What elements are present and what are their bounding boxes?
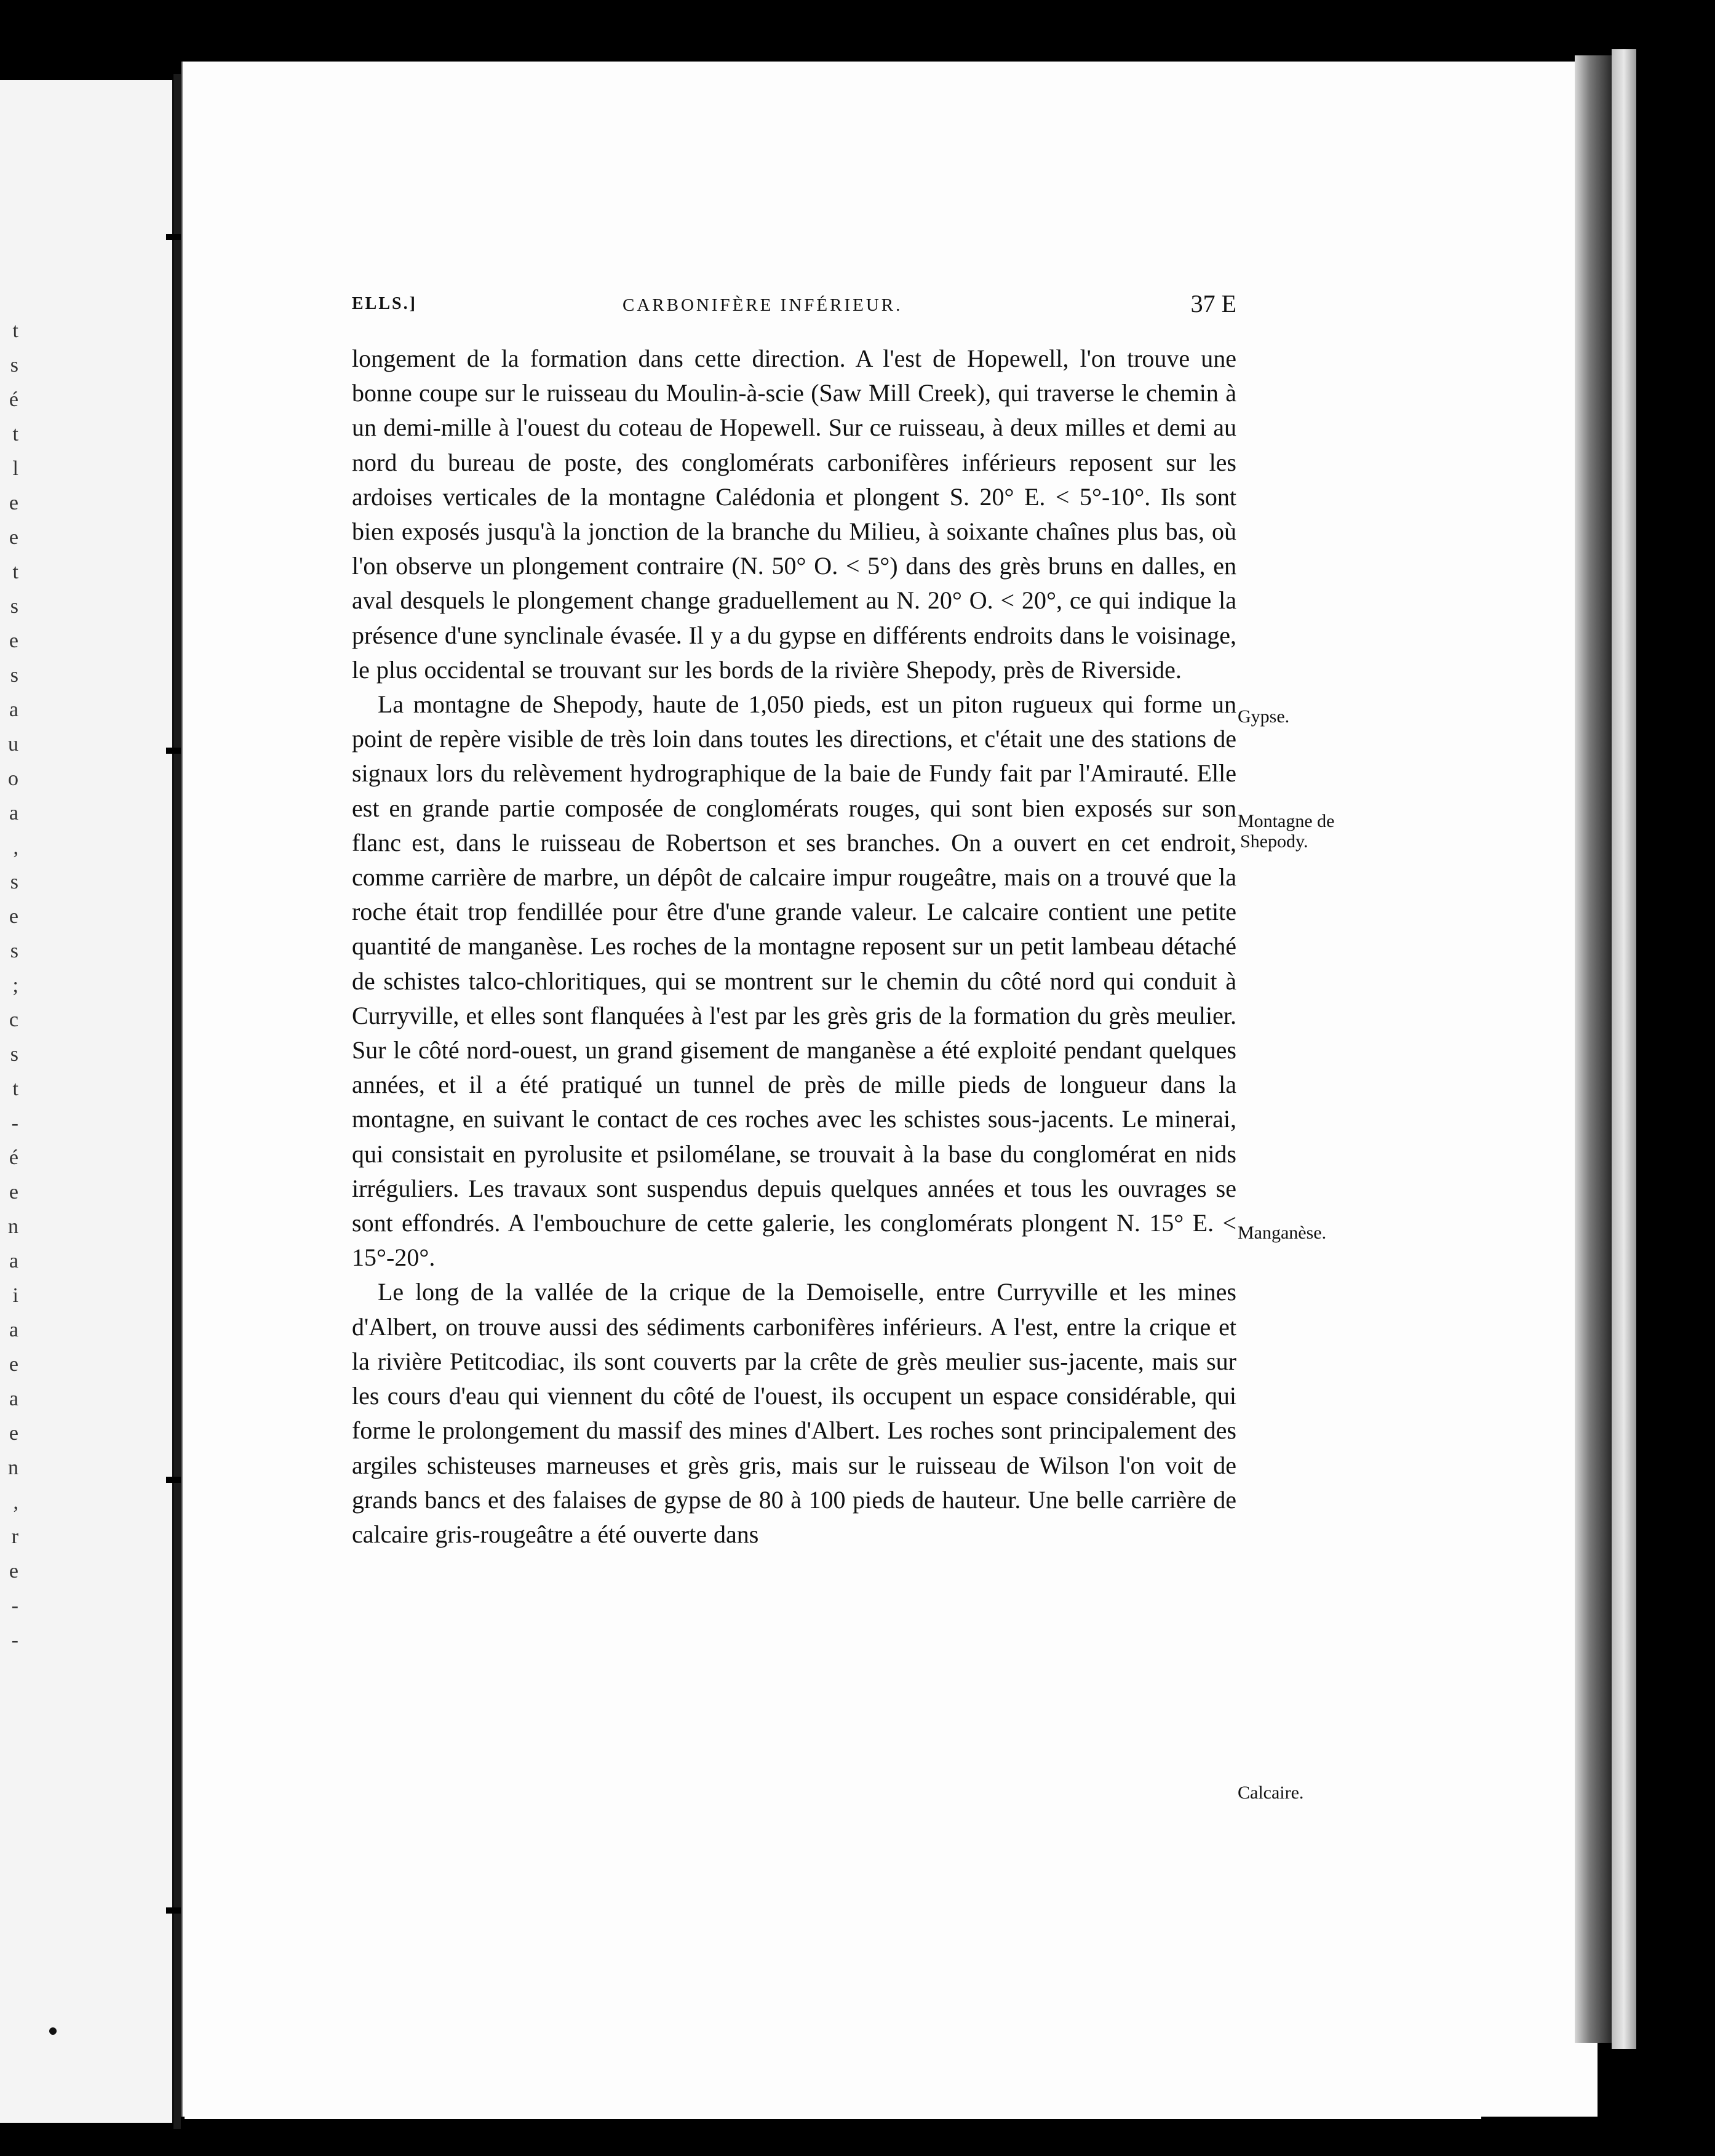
- facing-page-char: t: [12, 1077, 18, 1100]
- book-gutter: [173, 74, 181, 2129]
- paragraph: Le long de la vallée de la crique de la Demoiselle, entre Curryville et les mines d'Albert, on trouve aussi des sédiments carbonifères inférieurs. A l'est, entre la crique et la rivière Petitcodiac, ils sont couverts par la crête de grès meulier sus-jacente, mais sur les cours d'eau qui viennent du côté de l'ouest, ils occupent un espace considérable, qui forme le prolongement du massif des mines d'Albert. Les roches sont principalement des argiles schisteuses marneuses et grès gris, mais sur le ruisseau de Wilson l'on voit de grands bancs et des falaises de gypse de 80 à 100 pieds de hauteur. Une belle carrière de calcaire gris-rougeâtre a été ouverte dans: [352, 1278, 1236, 1548]
- facing-page-char: l: [12, 457, 18, 480]
- facing-page-char: e: [9, 905, 18, 928]
- margin-note-manganese: Manganèse.: [1238, 1223, 1327, 1243]
- facing-page-text-fragments: [0, 80, 18, 1658]
- facing-page-char: ;: [12, 974, 18, 997]
- facing-page-edge: [0, 80, 172, 2123]
- facing-page-char: s: [10, 940, 18, 962]
- facing-page-char: u: [8, 733, 18, 756]
- header-author: ELLS.]: [352, 294, 417, 313]
- facing-page-char: é: [9, 1146, 18, 1169]
- facing-page-char: t: [12, 561, 18, 583]
- scan-border-bottom: [0, 2119, 1715, 2156]
- scan-border-top: [0, 0, 1715, 68]
- facing-page-char: a: [9, 802, 18, 824]
- facing-page-char: e: [9, 1560, 18, 1583]
- facing-page-char: t: [12, 319, 18, 342]
- facing-page-char: s: [10, 1043, 18, 1066]
- page-stack-shadow: [1575, 55, 1612, 2043]
- facing-page-char: s: [10, 595, 18, 618]
- facing-page-char: a: [9, 1319, 18, 1341]
- facing-page-char: c: [9, 1008, 18, 1031]
- facing-page-char: -: [11, 1629, 18, 1651]
- facing-page-char: é: [9, 388, 18, 411]
- scan-speck: [49, 2027, 57, 2035]
- facing-page-char: -: [11, 1594, 18, 1617]
- facing-page-char: e: [9, 629, 18, 652]
- page-stack-edge: [1612, 49, 1636, 2049]
- facing-page-char: r: [11, 1525, 18, 1548]
- facing-page-char: a: [9, 1250, 18, 1272]
- running-header: [352, 289, 1236, 326]
- facing-page-char: i: [12, 1284, 18, 1307]
- page-number: 37 E: [1190, 290, 1236, 317]
- facing-page-char: e: [9, 1181, 18, 1204]
- facing-page-char: -: [11, 1112, 18, 1135]
- margin-note-line: Shepody.: [1240, 831, 1308, 852]
- facing-page-char: ,: [13, 1491, 18, 1514]
- facing-page-char: e: [9, 492, 18, 514]
- facing-page-char: s: [10, 664, 18, 687]
- facing-page-char: n: [8, 1215, 18, 1238]
- facing-page-char: s: [10, 354, 18, 377]
- facing-page-char: n: [8, 1456, 18, 1479]
- header-title: CARBONIFÈRE INFÉRIEUR.: [623, 295, 903, 315]
- facing-page-char: e: [9, 526, 18, 549]
- margin-note-line: Montagne de: [1238, 811, 1335, 831]
- body-text: [352, 341, 1236, 1552]
- facing-page-char: o: [8, 767, 18, 790]
- facing-page-char: e: [9, 1422, 18, 1445]
- margin-note-gypse: Gypse.: [1238, 706, 1290, 727]
- facing-page-char: s: [10, 871, 18, 893]
- facing-page-char: t: [12, 423, 18, 445]
- facing-page-char: a: [9, 698, 18, 721]
- paragraph: La montagne de Shepody, haute de 1,050 pieds, est un piton rugueux qui forme un point de repère visible de très loin dans toutes les directions, et c'était une des stations de signaux lors du relèvement hydrographique de la baie de Fundy fait par l'Amirauté. Elle est en grande partie composée de conglomérats rouges, qui sont bien exposés sur son flanc est, dans le ruisseau de Robertson et ses branches. On a ouvert en cet endroit, comme carrière de marbre, un dépôt de calcaire impur rougeâtre, mais on a trouvé que la roche était trop fendillée pour être d'une grande valeur. Le calcaire contient une petite quantité de manganèse. Les roches de la montagne reposent sur un petit lambeau détaché de schistes talco-chloritiques, qui se montrent sur le chemin du côté nord qui conduit à Curryville, et elles sont flanquées à l'est par les grès gris de la formation du grès meulier. Sur le côté nord-ouest, un grand gisement de manganèse a été exploité pendant quelques années, et il a été pratiqué un tunnel de près de mille pieds de longueur dans la montagne, en suivant le contact de ces roches avec les schistes sous-jacents. Le minerai, qui consistait en pyrolusite et psilomélane, se trouvait à la base du conglomérat en nids irréguliers. Les travaux sont suspendus depuis quelques années et tous les ouvrages se sont effondrés. A l'embouchure de cette galerie, les conglomérats plongent N. 15° E. < 15°-20°.: [352, 690, 1236, 1272]
- margin-note-calcaire: Calcaire.: [1238, 1783, 1304, 1803]
- paragraph: longement de la formation dans cette direction. A l'est de Hopewell, l'on trouve une bonne coupe sur le ruisseau du Moulin-à-scie (Saw Mill Creek), qui traverse le chemin à un demi-mille à l'ouest du coteau de Hopewell. Sur ce ruisseau, à deux milles et demi au nord du bureau de poste, des conglomérats carbonifères inférieurs reposent sur les ardoises verticales de la montagne Calédonia et plongent S. 20° E. < 5°-10°. Ils sont bien exposés jusqu'à la jonction de la branche du Milieu, à soixante chaînes plus bas, où l'on observe un plongement contraire (N. 50° O. < 5°) dans des grès bruns en dalles, en aval desquels le plongement change graduellement au N. 20° O. < 20°, ce qui indique la présence d'une synclinale évasée. Il y a du gypse en différents endroits dans le voisinage, le plus occidental se trouvant sur les bords de la rivière Shepody, près de Riverside.: [352, 345, 1236, 684]
- facing-page-char: a: [9, 1387, 18, 1410]
- facing-page-char: ,: [13, 836, 18, 859]
- margin-note-montagne: [1238, 811, 1334, 852]
- facing-page-char: e: [9, 1353, 18, 1376]
